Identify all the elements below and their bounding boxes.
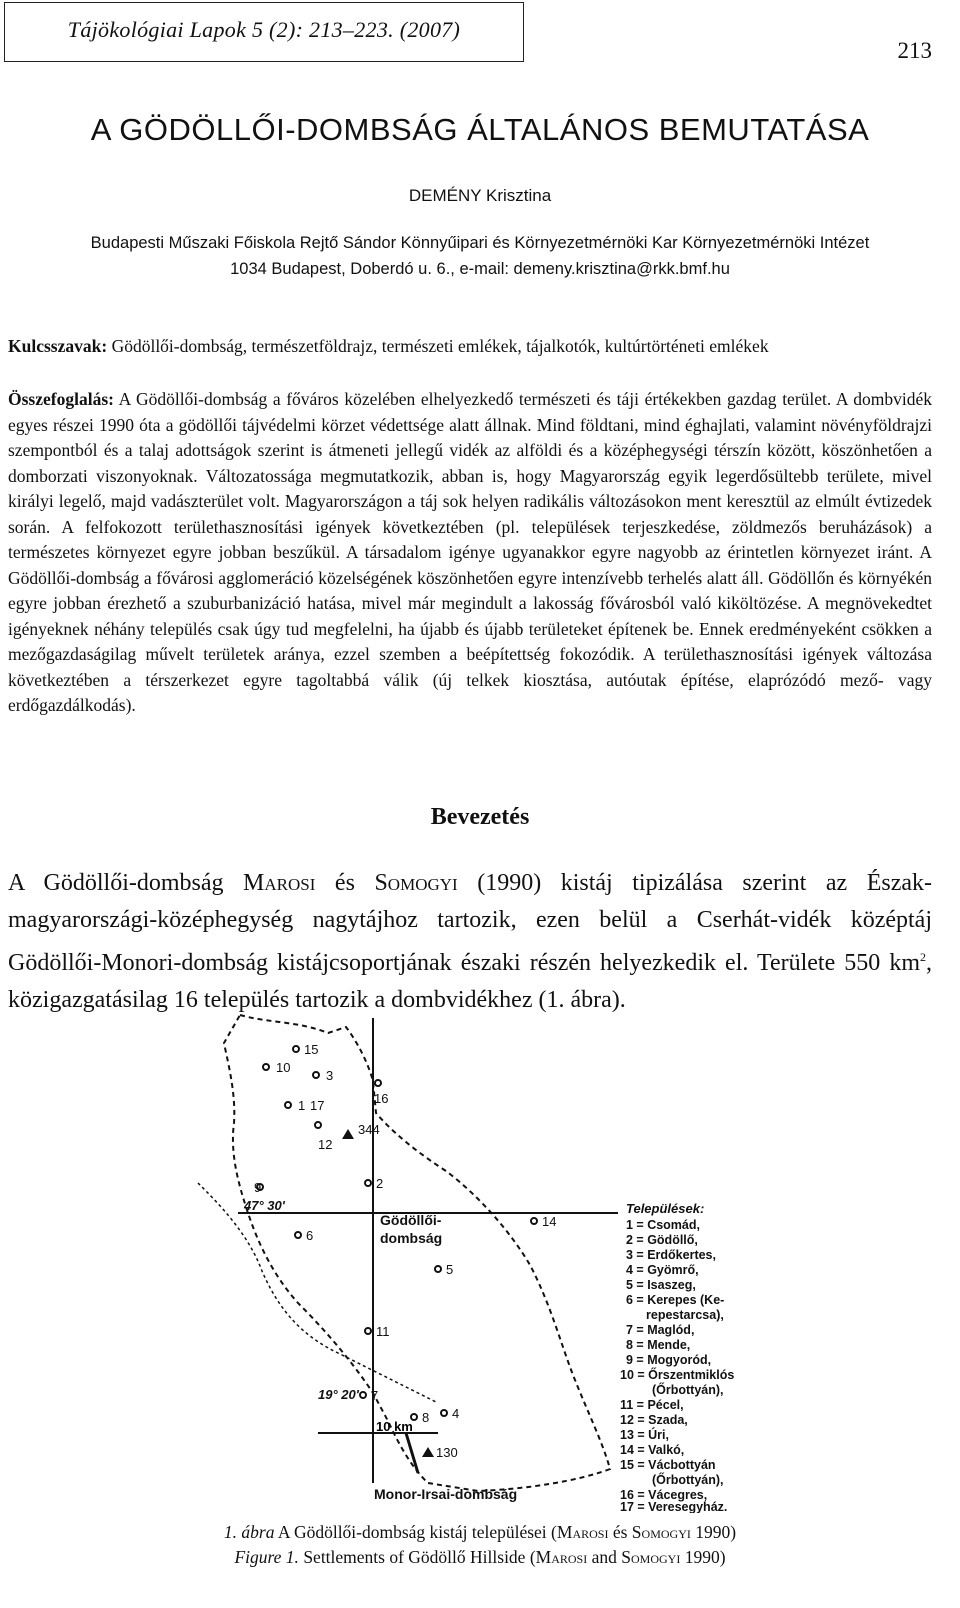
point-label: 4 xyxy=(452,1406,460,1421)
legend-item: 16 = Vácegres, xyxy=(620,1488,708,1502)
region-label: Gödöllői- xyxy=(380,1212,442,1228)
peak-marker-2 xyxy=(422,1447,434,1457)
point-label: 2 xyxy=(376,1176,384,1191)
point-label: 9 xyxy=(254,1180,262,1195)
point-label: 5 xyxy=(446,1262,454,1277)
author: DEMÉNY Krisztina xyxy=(408,186,552,205)
intro-paragraph xyxy=(8,865,932,1019)
point-label: 10 xyxy=(276,1060,291,1075)
legend-item: 17 = Veresegyház. xyxy=(620,1500,728,1513)
figure-caption-en xyxy=(0,1547,960,1568)
legend-item: 1 = Csomád, xyxy=(626,1218,700,1232)
elevation-label: 130 xyxy=(436,1445,458,1460)
legend-item: 4 = Gyömrő, xyxy=(626,1263,699,1277)
caption-author: Marosi xyxy=(535,1547,588,1567)
caption-number: 1. ábra xyxy=(223,1522,275,1542)
peak-marker xyxy=(342,1129,354,1139)
article-title: A GÖDÖLLŐI-DOMBSÁG ÁLTALÁNOS BEMUTATÁSA xyxy=(90,112,870,147)
caption-text: 1990) xyxy=(690,1522,737,1542)
legend-item: 8 = Mende, xyxy=(626,1338,691,1352)
point-label: 11 xyxy=(376,1324,390,1339)
intro-text-3: (1990) kistáj tipizálása szerint az Észak-magyarországi-középhegység nagytájhoz tartozik, ezen belül a Cserhát-vidék középtáj Gödöllői-Monori-dombság kistájcsoportjának északi részén helyezkedik el. Területe 550 km xyxy=(8,870,932,976)
legend-item: 5 = Isaszeg, xyxy=(626,1278,696,1292)
longitude-label: 19° 20' xyxy=(318,1387,359,1402)
caption-text: és xyxy=(608,1522,632,1542)
point-label: 7 xyxy=(371,1388,379,1403)
point-label: 1 xyxy=(298,1098,306,1113)
point-label: 16 xyxy=(374,1091,389,1106)
legend-item: 7 = Maglód, xyxy=(626,1323,695,1337)
affiliation-institution: Budapesti Műszaki Főiskola Rejtő Sándor Könnyűipari és Környezetmérnöki Kar Környezetmérnöki Intézet xyxy=(90,234,870,252)
caption-text: Settlements of Gödöllő Hillside ( xyxy=(298,1547,536,1567)
point-label: 12 xyxy=(318,1137,333,1152)
figure-caption-hu xyxy=(0,1522,960,1543)
legend-item: 9 = Mogyoród, xyxy=(626,1353,712,1367)
caption-author: Marosi xyxy=(556,1522,609,1542)
intro-author-2: Somogyi xyxy=(374,870,458,896)
point-label: 8 xyxy=(422,1410,430,1425)
neighbor-region-label: Monor-Irsai-dombság xyxy=(374,1486,518,1502)
section-heading: Bevezetés xyxy=(430,804,530,830)
legend-item: (Őrbottyán), xyxy=(652,1383,724,1397)
legend-item: 13 = Úri, xyxy=(620,1428,669,1442)
abstract xyxy=(8,387,932,719)
legend-item: repestarcsa), xyxy=(646,1308,724,1322)
caption-author: Somogyi xyxy=(631,1522,691,1542)
keywords xyxy=(8,336,952,357)
point-label: 6 xyxy=(306,1228,314,1243)
caption-author: Somogyi xyxy=(621,1547,681,1567)
caption-text: and xyxy=(587,1547,622,1567)
point-label: 17 xyxy=(310,1098,325,1113)
legend-item: 15 = Vácbottyán xyxy=(620,1458,716,1472)
keywords-label: Kulcsszavak: xyxy=(8,336,108,356)
point-label: 3 xyxy=(326,1068,334,1083)
caption-text: A Gödöllői-dombság kistáj települései ( xyxy=(274,1522,557,1542)
caption-text: 1990) xyxy=(680,1547,726,1567)
legend-item: 6 = Kerepes (Ke- xyxy=(626,1293,725,1307)
legend-title: Települések: xyxy=(626,1201,705,1216)
latitude-label: 47° 30' xyxy=(244,1198,285,1213)
journal-citation: Tájökológiai Lapok 5 (2): 213–223. (2007) xyxy=(67,17,461,42)
intro-text-2: és xyxy=(315,870,375,896)
settlement-map xyxy=(178,1003,738,1513)
intro-superscript: 2 xyxy=(920,950,926,964)
intro-text-1: A Gödöllői-dombság xyxy=(8,870,244,896)
intro-author-1: Marosi xyxy=(243,870,316,896)
keywords-text: Gödöllői-dombság, természetföldrajz, természeti emlékek, tájalkotók, kultúrtörténeti emlékek xyxy=(107,336,769,356)
point-label: 14 xyxy=(542,1214,557,1229)
legend-item: (Őrbottyán), xyxy=(652,1473,724,1487)
abstract-text: A Gödöllői-dombság a főváros közelében elhelyezkedő természeti és táji értékekben gazdag terület. A dombvidék egyes részei 1990 óta a gödöllői tájvédelmi körzet védettsége alatt állnak. Mind földtani, mind éghajlati, valamint növényföldrajzi szempontból és a talaj adottságok szerint is átmeneti jellegű vidék az alföldi és a középhegységi térszín között, köszönhetően a domborzati viszonyoknak. Változatossága megmutatkozik, abban is, hogy Magyarország egyik legerdősültebb területe, mivel királyi legelő, majd vadászterület volt. Magyarországon a táj sok helyen radikális változásokon ment keresztül az elmúlt évtizedek során. A felfokozott területhasznosítási igények következtében (pl. települések terjeszkedése, zöldmezős beruházások) a természetes környezet egyre jobban beszűkül. A társadalom igénye ugyanakkor egyre nagyobb az érintetlen környezet iránt. A Gödöllői-dombság a fővárosi agglomeráció közelségének köszönhetően egyre intenzívebb terhelés alatt áll. Gödöllőn és környékén egyre jobban érezhető a szuburbanizáció hatása, mivel már megindult a lakosság fővárosból való kiköltözése. A megnövekedtet igényeknek néhány település csak úgy tud megfelelni, ha újabb és újabb területeket építenek be. Ennek eredményeként csökken a mezőgazdaságilag művelt területek aránya, ezzel szemben a beépítettség fokozódik. A területhasznosítási igények változása következtében a térszerkezet egyre tagoltabbá válik (új telkek kiosztása, autóutak építése, elaprózódó mező- vagy erdőgazdálkodás). xyxy=(8,389,932,715)
legend-item: 3 = Erdőkertes, xyxy=(626,1248,716,1262)
legend-item: 11 = Pécel, xyxy=(620,1398,684,1412)
intro-text-4: , közigazgatásilag 16 település tartozik a dombvidékhez (1. ábra). xyxy=(8,950,932,1013)
caption-number: Figure 1. xyxy=(234,1547,299,1567)
abstract-label: Összefoglalás: xyxy=(8,389,114,409)
scale-label: 10 km xyxy=(376,1419,413,1434)
region-label: dombság xyxy=(380,1230,443,1246)
elevation-label: 344 xyxy=(358,1122,380,1137)
point-label: 15 xyxy=(304,1042,319,1057)
legend-item: 14 = Valkó, xyxy=(620,1443,685,1457)
legend-item: 12 = Szada, xyxy=(620,1413,688,1427)
page-number: 213 xyxy=(897,38,932,63)
legend-item: 2 = Gödöllő, xyxy=(626,1233,698,1247)
map-legend xyxy=(620,1201,734,1513)
settlement-numbers xyxy=(254,1042,556,1460)
affiliation-address: 1034 Budapest, Doberdó u. 6., e-mail: demeny.krisztina@rkk.bmf.hu xyxy=(230,260,730,278)
scale-bar xyxy=(318,1419,438,1473)
journal-citation-box xyxy=(4,2,524,62)
legend-item: 10 = Őrszentmiklós xyxy=(620,1368,735,1382)
